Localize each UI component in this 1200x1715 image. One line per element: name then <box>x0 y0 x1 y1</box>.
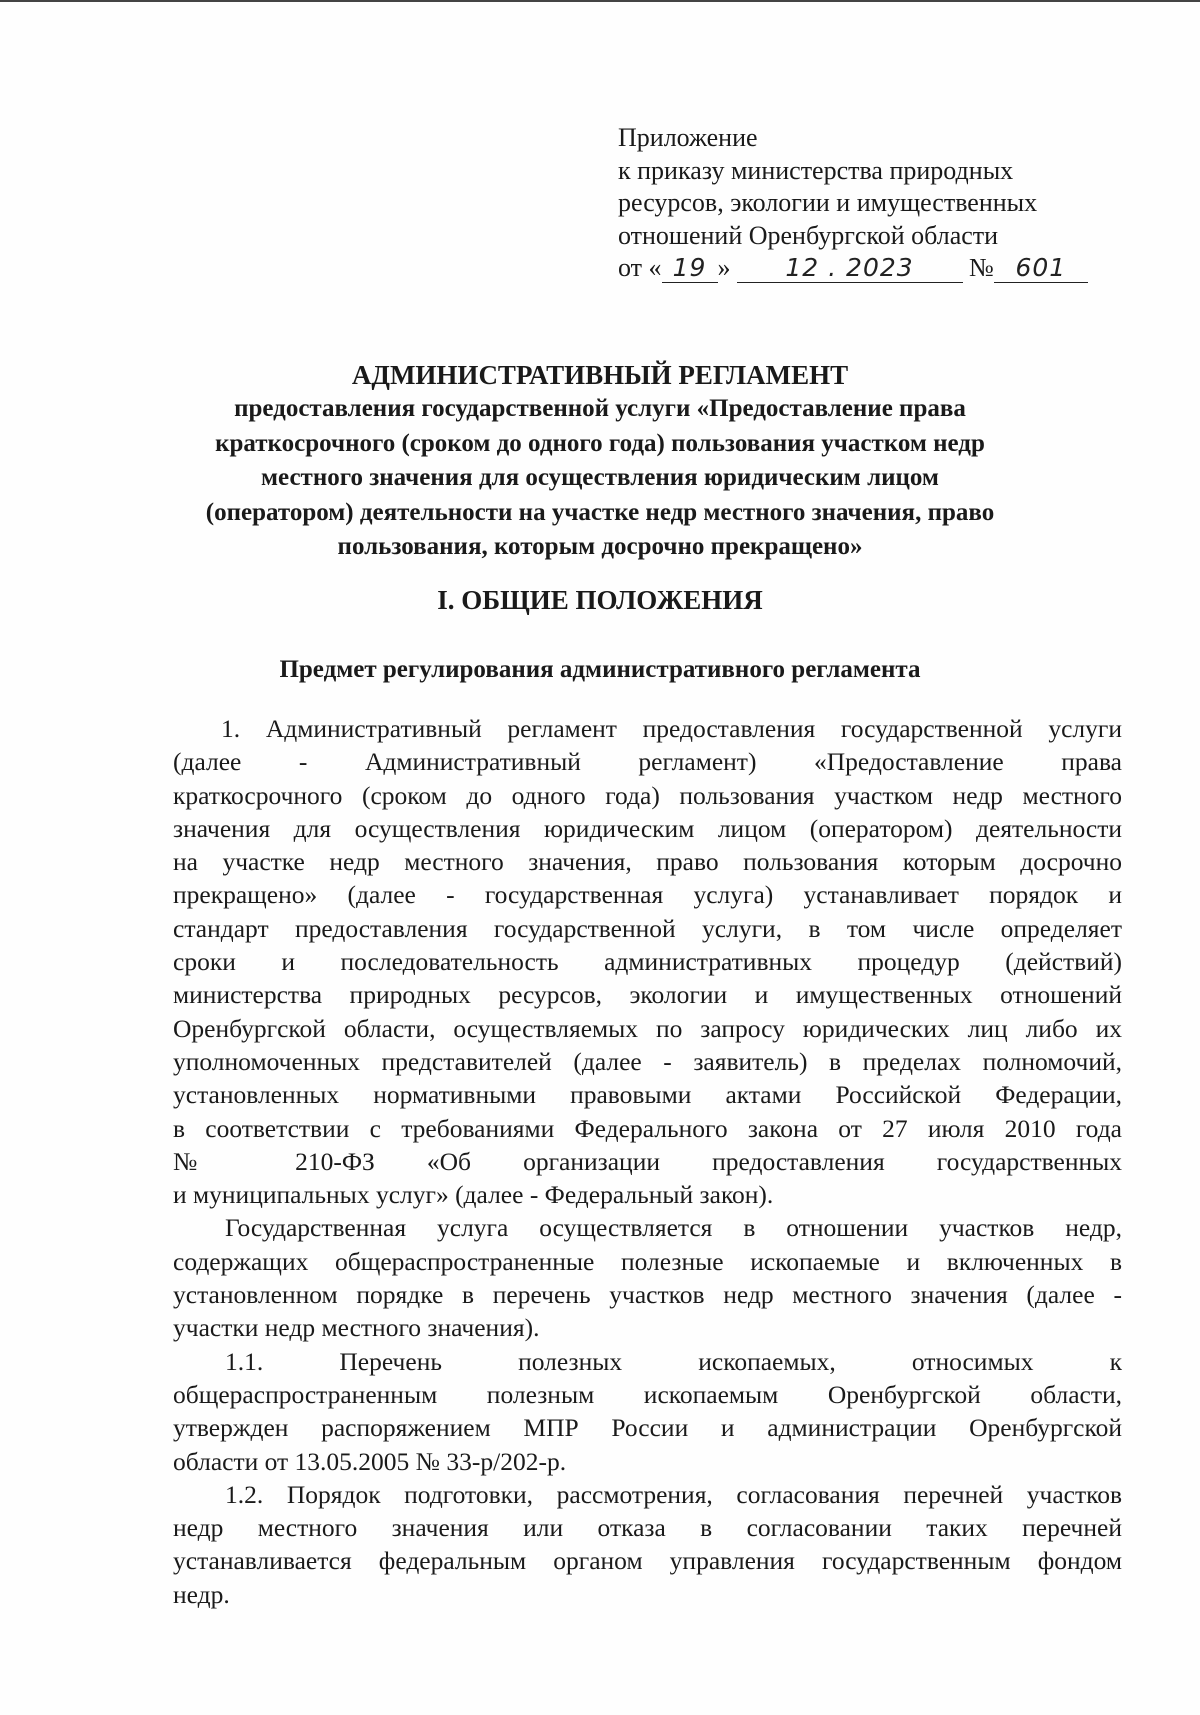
paragraph-line: участки недр местного значения). <box>173 1313 540 1343</box>
paragraph-line: Государственная услуга осуществляется в отношении участков недр, <box>225 1213 1122 1243</box>
paragraph-line: установленных нормативными правовыми актами Российской Федерации, <box>173 1080 1122 1110</box>
paragraph-line: общераспространенным полезным ископаемым Оренбургской области, <box>173 1379 1122 1409</box>
subtitle-line: пользования, которым досрочно прекращено» <box>337 533 863 560</box>
paragraph-line: недр местного значения или отказа в согласовании таких перечней <box>173 1513 1122 1543</box>
section-heading: I. ОБЩИЕ ПОЛОЖЕНИЯ <box>437 585 763 615</box>
date-prefix: от « <box>618 253 662 282</box>
paragraph-line: 1.1. Перечень полезных ископаемых, относимых к <box>225 1346 1122 1376</box>
paragraph-line: в соответствии с требованиями Федерального закона от 27 июля 2010 года <box>173 1113 1122 1143</box>
paragraph-line: стандарт предоставления государственной услуги, в том числе определяет <box>173 913 1122 943</box>
paragraph-1 <box>173 712 1122 1211</box>
number-label: № <box>969 253 994 282</box>
appendix-line-2: к приказу министерства природных <box>618 155 1014 185</box>
appendix-block <box>618 122 1138 285</box>
subtitle-line: краткосрочного (сроком до одного года) пользования участком недр <box>215 429 985 457</box>
page-top-edge <box>0 0 1200 2</box>
appendix-line-4: отношений Оренбургской области <box>618 220 999 250</box>
subtitle-line: (оператором) деятельности на участке недр местного значения, право <box>205 498 995 526</box>
date-month-year-handwritten: 12 . 2023 <box>737 254 963 283</box>
paragraph-line: на участке недр местного значения, право пользования которым досрочно <box>173 847 1122 877</box>
subtitle-line: предоставления государственной услуги «Предоставление права <box>234 395 966 422</box>
order-number-handwritten: 601 <box>994 254 1088 283</box>
paragraph-line: значения для осуществления юридическим лицом (оператором) деятельности <box>173 813 1122 843</box>
paragraph-line: Оренбургской области, осуществляемых по запросу юридических лиц либо их <box>173 1013 1122 1043</box>
paragraph-line: сроки и последовательность административных процедур (действий) <box>173 947 1122 977</box>
paragraph-line: утвержден распоряжением МПР России и администрации Оренбургской <box>173 1413 1122 1443</box>
paragraph-line: прекращено» (далее - государственная услуга) устанавливает порядок и <box>173 880 1122 910</box>
paragraph-line: уполномоченных представителей (далее - заявитель) в пределах полномочий, <box>173 1046 1122 1076</box>
paragraph-line: (далее - Административный регламент) «Предоставление права <box>173 747 1122 777</box>
paragraph-line: № 210-ФЗ «Об организации предоставления государственных <box>173 1146 1122 1176</box>
subsection-heading: Предмет регулирования административного регламента <box>279 656 921 683</box>
document-title: АДМИНИСТРАТИВНЫЙ РЕГЛАМЕНТ <box>351 360 849 390</box>
paragraph-line: 1.2. Порядок подготовки, рассмотрения, согласования перечней участков <box>225 1479 1122 1509</box>
appendix-line-1: Приложение <box>618 123 758 152</box>
paragraph-line: недр. <box>173 1579 230 1609</box>
paragraph-line: установленном порядке в перечень участков недр местного значения (далее - <box>173 1280 1122 1310</box>
paragraph-2 <box>173 1211 1122 1344</box>
paragraph-1-2 <box>173 1478 1122 1611</box>
paragraph-line: устанавливается федеральным органом управления государственным фондом <box>173 1546 1122 1576</box>
date-mid: » <box>717 253 731 282</box>
paragraph-1-1 <box>173 1345 1122 1478</box>
document-body <box>173 712 1122 1611</box>
subtitle-line: местного значения для осуществления юридическим лицом <box>261 464 939 491</box>
paragraph-line: и муниципальных услуг» (далее - Федеральный закон). <box>173 1180 774 1210</box>
paragraph-line: области от 13.05.2005 № 33-р/202-р. <box>173 1446 567 1476</box>
paragraph-line: 1. Административный регламент предоставления государственной услуги <box>221 714 1122 743</box>
date-day-handwritten: 19 <box>662 254 718 283</box>
paragraph-line: министерства природных ресурсов, экологии и имущественных отношений <box>173 980 1122 1010</box>
paragraph-line: содержащих общераспространенные полезные ископаемые и включенных в <box>173 1246 1122 1276</box>
document-subtitle <box>150 392 1050 565</box>
appendix-line-3: ресурсов, экологии и имущественных <box>618 188 1038 217</box>
paragraph-line: краткосрочного (сроком до одного года) пользования участком недр местного <box>173 780 1122 810</box>
appendix-date-line <box>618 252 1138 285</box>
